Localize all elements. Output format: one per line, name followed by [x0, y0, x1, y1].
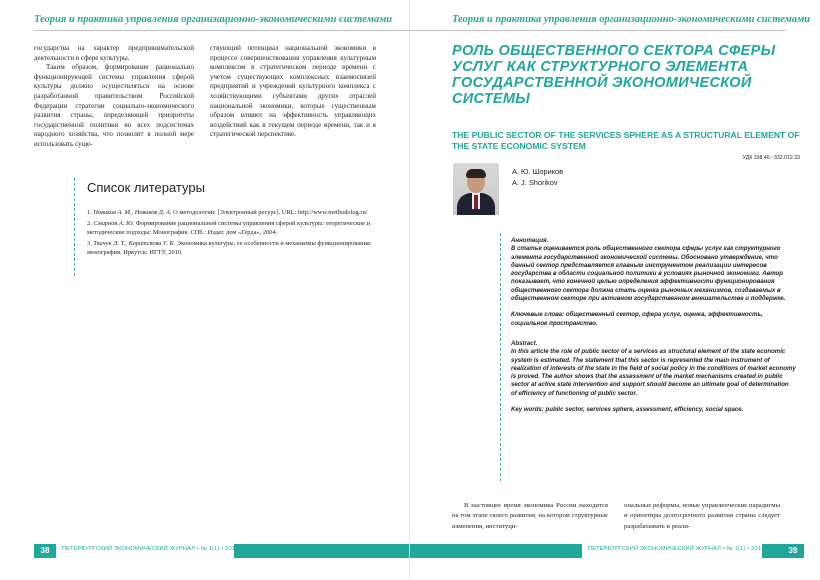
page-number: 38: [34, 544, 56, 558]
keywords-ru: Ключевые слова: общественный сектор, сфера услуг, оценка, эффективность, социальное пространство.: [511, 311, 763, 327]
text-column-1: [34, 44, 194, 150]
footer-journal: [588, 546, 764, 552]
references-list: [87, 209, 376, 257]
reference-item: 2. Смирнов А. Ю. Формирование рациональной системы управления сферой культуры: теоретические и методические подходы: Монография. СПб.: Издат. дом «Герда», 2004.: [87, 220, 371, 236]
right-page: [410, 0, 820, 580]
reference-item: 3. Ткачук Л. Т., Коритскова Г. К. Экономика культуры, ее особенности и механизмы функционирования: монография. Иркутск: ИГТУ, 2010.: [87, 240, 372, 256]
abstract-label-ru: Аннотация.: [511, 237, 549, 244]
reference-text: О методологии: [Электронный ресурс]. URL: http://www.methodolog.ru/: [171, 209, 368, 216]
abstract-section: [500, 233, 796, 481]
references-title: Список литературы: [87, 180, 205, 195]
body-column-2: ональные реформы, новые управленческие парадигмы и ориентиры долгосрочного развития страны следует разрабатывать и реали-: [624, 502, 780, 530]
reference-authors: Ткачук Л. Т., Коритскова Г. К.: [93, 240, 176, 248]
references-section: [74, 178, 376, 276]
paragraph: государства на характер предпринимательской деятельности в сфере культуры.: [34, 44, 194, 62]
author-name-en: A. J. Shorikov: [512, 178, 558, 187]
keywords-en: Key words: public sector, services sphere, assessment, efficiency, social space.: [511, 406, 744, 414]
abstract-text-en: In this article the role of public sector of a services as structural element of the state economic system is estimated. The statement that this sector is represented the main instrument of realization of interests of the state in the field of social policy in the conditions of market economy is proved. The author shows that the assessment of the market mechanisms created in public sector at active state intervention and support should become an ultimate goal of determination of efficiency of functioning of public sector.: [511, 348, 796, 397]
abstract-label-en: Abstract.: [511, 339, 538, 347]
footer-bullet: •: [196, 546, 199, 552]
running-header: Теория и практика управления организационно-экономическими системами: [452, 14, 811, 25]
body-column-1: В настоящее время экономика России находится на том этапе своего развития, на котором структурные изменения, институци-: [452, 502, 608, 530]
paragraph: ствующий потенциал национальной экономики в процессе совершенствования управления культурным комплексом в стратегическом периоде времени с учетом существующих комплексных взаимосвязей предприятий и учреждений культурного комплекса с хозяйствующими субъектами других отраслей национальной экономики, которые существенным образом влияют на эффективность управляющих воздействий как в текущем периоде времени, так и в стратегической перспективе.: [210, 44, 376, 139]
journal-name: ПЕТЕРБУРГСКИЙ ЭКОНОМИЧЕСКИЙ ЖУРНАЛ: [588, 546, 722, 552]
article-title-en: THE PUBLIC SECTOR OF THE SERVICES SPHERE AS A STRUCTURAL ELEMENT OF THE STATE ECONOMIC SYSTEM: [452, 130, 800, 151]
text-column-2: [210, 44, 376, 140]
header-divider: [410, 30, 786, 31]
reference-text: Экономика культуры, ее особенности и механизмы функционирования: монография. Иркутск: ИГТУ, 2010.: [87, 240, 372, 256]
footer-bullet: •: [221, 546, 224, 552]
header-divider: [34, 30, 410, 31]
running-header: Теория и практика управления организационно-экономическими системами: [34, 14, 393, 25]
abstract-text-ru: В статье оценивается роль общественного сектора сферы услуг как структурного элемента государственной экономической системы. Обосновано утверждение, что данный сектор представляется главным инструментом реализации интересов государства в области социальной политики в условиях рыночной экономики. Автор показывает, что конечной целью определения эффективности функционирования общественного сектора должна стать оценка рыночных механизмов, создаваемых в общественном секторе при активном государственном вмешательстве и поддержке.: [511, 245, 786, 303]
footer-bullet: •: [747, 546, 750, 552]
reference-authors: Смирнов А. Ю.: [93, 220, 135, 228]
reference-item: 1. Новиков А. М., Новиков Д. А. О методологии: [Электронный ресурс]. URL: http://www.methodolog.ru/: [87, 209, 368, 216]
journal-year: 2013: [751, 546, 765, 552]
journal-year: 2013: [225, 546, 239, 552]
journal-issue: № 1(1): [200, 546, 220, 552]
paragraph: Таким образом, формирование рационально функционирующей системы управления сферой культуры должно осуществляться на основе разработанной правительством Российской Федерации стратегии социально-экономического развития страны, определяющей приоритеты государственной политики во всех подсистемах народного хозяйства, что позволит в полной мере использовать суще-: [34, 63, 194, 148]
article-title-ru: РОЛЬ ОБЩЕСТВЕННОГО СЕКТОРА СФЕРЫ УСЛУГ КАК СТРУКТУРНОГО ЭЛЕМЕНТА ГОСУДАРСТВЕННОЙ ЭКОНОМИЧЕСКОЙ СИСТЕМЫ: [452, 43, 776, 107]
reference-authors: Новиков А. М., Новиков Д. А.: [93, 209, 172, 216]
journal-name: ПЕТЕРБУРГСКИЙ ЭКОНОМИЧЕСКИЙ ЖУРНАЛ: [62, 546, 196, 552]
author-name-ru: А. Ю. Шориков: [512, 167, 564, 176]
footer-journal: [62, 546, 238, 552]
author-photo: [453, 163, 499, 215]
page-number: 39: [782, 544, 804, 558]
udc-code: УДК 338.46 : 332.012.33: [742, 155, 800, 161]
journal-issue: № 1(1): [726, 546, 746, 552]
reference-text: Формирование рациональной системы управления сферой культуры: теоретические и методические подходы: Монография. СПб.: Издат. дом «Герда», 2004.: [87, 220, 371, 236]
footer-bullet: •: [722, 546, 725, 552]
